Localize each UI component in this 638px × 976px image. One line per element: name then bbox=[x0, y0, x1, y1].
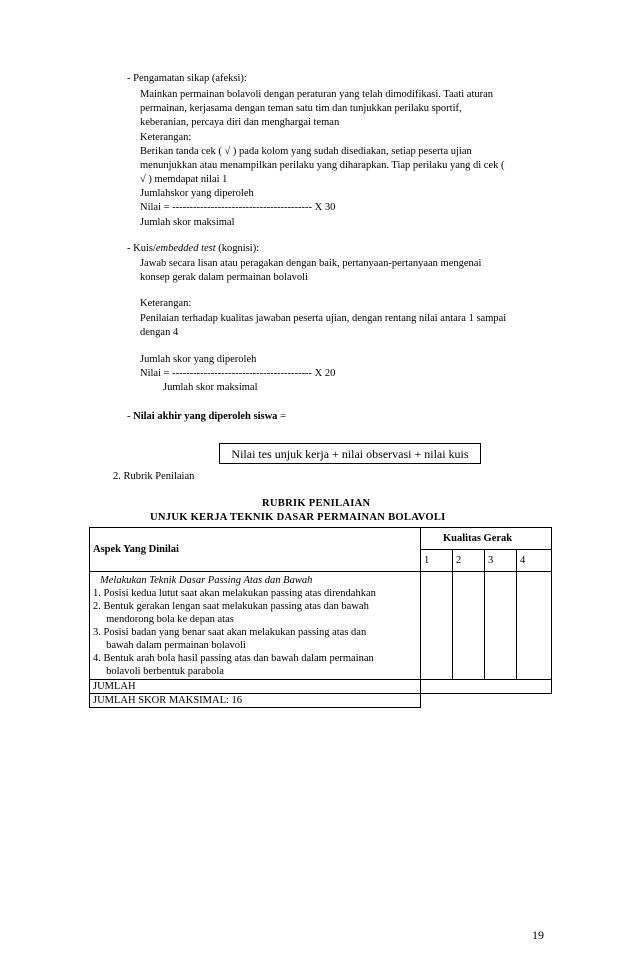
afeksi-formula-bottom: Jumlah skor maksimal bbox=[140, 217, 235, 228]
kuis-keterangan-2: dengan 4 bbox=[140, 327, 179, 338]
section-title: Melakukan Teknik Dasar Passing Atas dan Bawah bbox=[100, 575, 313, 586]
rubric-title: RUBRIK PENILAIAN bbox=[262, 498, 371, 509]
afeksi-keterangan-label: Keterangan: bbox=[140, 132, 192, 143]
score-3-cell[interactable] bbox=[485, 572, 517, 680]
afeksi-desc-1: Mainkan permainan bolavoli dengan peraturan yang telah dimodifikasi. Taati aturan bbox=[140, 89, 494, 100]
afeksi-desc-3: keberanian, percaya diri dan menghargai teman bbox=[140, 117, 340, 128]
criteria-line: 3. Posisi badan yang benar saat akan melakukan passing atas dan bbox=[93, 627, 367, 638]
afeksi-heading: - Pengamatan sikap (afeksi): bbox=[127, 73, 247, 84]
nilai-akhir-line bbox=[127, 410, 286, 423]
aspect-header: Aspek Yang Dinilai bbox=[90, 528, 421, 572]
kuis-formula-top: Jumlah skor yang diperoleh bbox=[140, 354, 257, 365]
kuis-desc-2: konsep gerak dalam permainan bolavoli bbox=[140, 272, 308, 283]
afeksi-desc-2: permainan, kerjasama dengan teman satu tim dan tunjukkan perilaku sportif, bbox=[140, 103, 462, 114]
score-4-cell[interactable] bbox=[517, 572, 552, 680]
afeksi-keterangan-2: menunjukkan atau menampilkan perilaku yang diharapkan. Tiap perilaku yang di cek ( bbox=[140, 160, 505, 171]
afeksi-keterangan-1: Berikan tanda cek ( √ ) pada kolom yang sudah disediakan, setiap peserta ujian bbox=[140, 146, 472, 157]
afeksi-formula-top: Jumlahskor yang diperoleh bbox=[140, 188, 254, 199]
score-3-header: 3 bbox=[485, 550, 517, 572]
rubric-subtitle: UNJUK KERJA TEKNIK DASAR PERMAINAN BOLAVOLI bbox=[150, 512, 446, 523]
criteria-cell bbox=[90, 572, 421, 680]
kuis-desc-1: Jawab secara lisan atau peragakan dengan baik, pertanyaan-pertanyaan mengenai bbox=[140, 258, 482, 269]
quality-header: Kualitas Gerak bbox=[421, 528, 552, 550]
score-1-cell[interactable] bbox=[421, 572, 453, 680]
afeksi-keterangan-3: √ ) memdapat nilai 1 bbox=[140, 174, 228, 185]
rubric-table bbox=[89, 527, 552, 708]
kuis-formula-bottom: Jumlah skor maksimal bbox=[163, 382, 258, 393]
kuis-heading-prefix: - Kuis/ bbox=[127, 243, 156, 254]
nilai-akhir-formula-box: Nilai tes unjuk kerja + nilai observasi + nilai kuis bbox=[219, 443, 481, 464]
afeksi-formula-mid: Nilai = ---------------------------------------- X 30 bbox=[140, 202, 336, 213]
criteria-line: 2. Bentuk gerakan lengan saat melakukan passing atas dan bawah bbox=[93, 601, 369, 612]
score-4-header: 4 bbox=[517, 550, 552, 572]
nilai-akhir-eq: = bbox=[277, 411, 286, 422]
criteria-line: 4. Bentuk arah bola hasil passing atas dan bawah dalam permainan bbox=[93, 653, 374, 664]
nilai-akhir-label: Nilai akhir yang diperoleh siswa bbox=[133, 411, 278, 422]
score-2-header: 2 bbox=[453, 550, 485, 572]
criteria-line: mendorong bola ke depan atas bbox=[93, 614, 234, 625]
kuis-formula-mid: Nilai = ---------------------------------------- X 20 bbox=[140, 368, 336, 379]
score-2-cell[interactable] bbox=[453, 572, 485, 680]
jumlah-label: JUMLAH bbox=[90, 680, 421, 694]
kuis-keterangan-1: Penilaian terhadap kualitas jawaban peserta ujian, dengan rentang nilai antara 1 sampai bbox=[140, 313, 507, 324]
kuis-heading-italic: embedded test bbox=[155, 243, 216, 254]
criteria-line: bawah dalam permainan bolavoli bbox=[93, 640, 246, 651]
kuis-heading-suffix: (kognisi): bbox=[215, 243, 260, 254]
criteria-line: 1. Posisi kedua lutut saat akan melakukan passing atas direndahkan bbox=[93, 588, 376, 599]
kuis-heading bbox=[127, 242, 259, 255]
page-number: 19 bbox=[532, 928, 544, 942]
kuis-keterangan-label: Keterangan: bbox=[140, 298, 192, 309]
empty-cell bbox=[421, 694, 552, 708]
criteria-line: bolavoli berbentuk parabola bbox=[93, 666, 224, 677]
nilai-akhir-dash: - bbox=[127, 411, 134, 422]
jumlah-max-label: JUMLAH SKOR MAKSIMAL: 16 bbox=[90, 694, 421, 708]
score-1-header: 1 bbox=[421, 550, 453, 572]
rubrik-item-heading: 2. Rubrik Penilaian bbox=[113, 471, 195, 482]
jumlah-value-cell[interactable] bbox=[421, 680, 552, 694]
